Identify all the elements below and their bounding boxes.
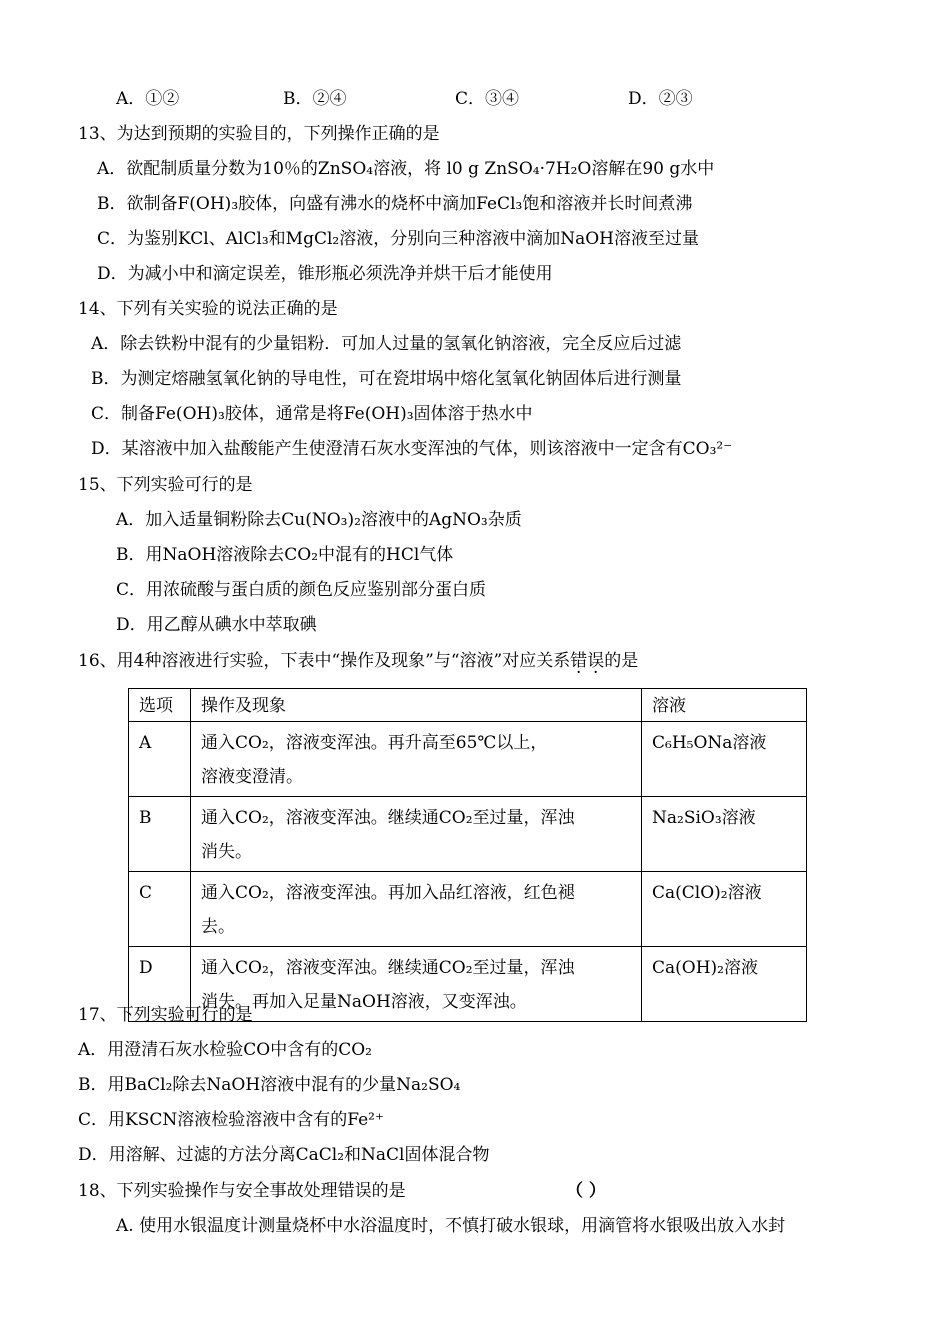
q12-option-c: C．③④	[455, 89, 520, 109]
table-row	[129, 797, 807, 872]
row-solution: C₆H₅ONa溶液	[642, 722, 807, 797]
header-solution: 溶液	[642, 689, 807, 722]
row-operation-line2: 消失。再加入足量NaOH溶液，又变浑浊。	[201, 992, 527, 1012]
q12-option-d: D．②③	[628, 89, 693, 109]
row-operation-line2: 消失。	[201, 842, 252, 862]
table-row	[129, 872, 807, 947]
q18-option-a: A. 使用水银温度计测量烧杯中水浴温度时，不慎打破水银球，用滴管将水银吸出放入水封	[116, 1216, 786, 1236]
row-option: C	[129, 872, 191, 947]
q18-answer-paren: （ ）	[566, 1181, 606, 1201]
q16-stem-emphasis-2: 误	[587, 651, 605, 671]
row-operation-line1: 通入CO₂，溶液变浑浊。继续通CO₂至过量，浑浊	[201, 808, 575, 828]
row-operation-line1: 通入CO₂，溶液变浑浊。再加入品红溶液，红色褪	[201, 883, 575, 903]
row-operation	[191, 722, 642, 797]
row-operation	[191, 872, 642, 947]
row-option: A	[129, 722, 191, 797]
row-operation-line1: 通入CO₂，溶液变浑浊。继续通CO₂至过量，浑浊	[201, 958, 575, 978]
q13-option-b: B．欲制备F(OH)₃胶体，向盛有沸水的烧杯中滴加FeCl₃饱和溶液并长时间煮沸	[97, 194, 693, 214]
row-operation-line2: 去。	[201, 917, 235, 937]
q15-option-d: D．用乙醇从碘水中萃取碘	[116, 615, 317, 635]
q14-option-d: D．某溶液中加入盐酸能产生使澄清石灰水变浑浊的气体，则该溶液中一定含有CO₃²⁻	[91, 439, 733, 459]
header-operation: 操作及现象	[191, 689, 642, 722]
q16-stem	[78, 650, 638, 672]
table-row	[129, 722, 807, 797]
row-operation-line1: 通入CO₂，溶液变浑浊。再升高至65℃以上，	[201, 733, 548, 753]
q17-option-b: B．用BaCl₂除去NaOH溶液中混有的少量Na₂SO₄	[78, 1075, 461, 1095]
q16-stem-emphasis-1: 错	[570, 651, 588, 671]
q15-stem: 15、下列实验可行的是	[78, 475, 253, 495]
q16-stem-prefix: 16、用4种溶液进行实验，下表中“操作及现象”与“溶液”对应关系	[78, 651, 571, 671]
q13-option-d: D．为减小中和滴定误差，锥形瓶必须洗净并烘干后才能使用	[97, 264, 553, 284]
row-operation	[191, 797, 642, 872]
header-option: 选项	[129, 689, 191, 722]
row-option: B	[129, 797, 191, 872]
q13-stem: 13、为达到预期的实验目的，下列操作正确的是	[78, 124, 440, 144]
q17-option-d: D．用溶解、过滤的方法分离CaCl₂和NaCl固体混合物	[78, 1145, 490, 1165]
row-operation	[191, 947, 642, 1022]
q18-stem: 18、下列实验操作与安全事故处理错误的是	[78, 1181, 406, 1201]
q13-option-a: A．欲配制质量分数为10％的ZnSO₄溶液，将 l0 g ZnSO₄·7H₂O溶解在90 g水中	[97, 159, 715, 179]
q12-option-a: A．①②	[116, 89, 180, 109]
q17-option-c: C．用KSCN溶液检验溶液中含有的Fe²⁺	[78, 1110, 384, 1130]
q16-stem-suffix: 的是	[604, 651, 639, 671]
q16-table	[128, 688, 807, 1022]
q17-option-a: A．用澄清石灰水检验CO中含有的CO₂	[78, 1040, 372, 1060]
row-solution: Ca(ClO)₂溶液	[642, 872, 807, 947]
q14-option-c: C．制备Fe(OH)₃胶体，通常是将Fe(OH)₃固体溶于热水中	[91, 404, 533, 424]
q13-option-c: C．为鉴别KCl、AlCl₃和MgCl₂溶液，分别向三种溶液中滴加NaOH溶液至过量	[97, 229, 699, 249]
q12-option-b: B．②④	[283, 89, 347, 109]
q14-option-b: B．为测定熔融氢氧化钠的导电性，可在瓷坩埚中熔化氢氧化钠固体后进行测量	[91, 369, 682, 389]
q17-stem: 17、下列实验可行的是	[78, 1005, 253, 1025]
table-header-row	[129, 689, 807, 722]
q14-option-a: A．除去铁粉中混有的少量铝粉．可加人过量的氢氧化钠溶液，完全反应后过滤	[91, 334, 682, 354]
row-solution: Na₂SiO₃溶液	[642, 797, 807, 872]
row-operation-line2: 溶液变澄清。	[201, 767, 303, 787]
row-solution: Ca(OH)₂溶液	[642, 947, 807, 1022]
q15-option-b: B．用NaOH溶液除去CO₂中混有的HCl气体	[116, 545, 454, 565]
row-option: D	[129, 947, 191, 1022]
q14-stem: 14、下列有关实验的说法正确的是	[78, 299, 338, 319]
q15-option-c: C．用浓硫酸与蛋白质的颜色反应鉴别部分蛋白质	[116, 580, 487, 600]
q15-option-a: A．加入适量铜粉除去Cu(NO₃)₂溶液中的AgNO₃杂质	[116, 510, 522, 530]
